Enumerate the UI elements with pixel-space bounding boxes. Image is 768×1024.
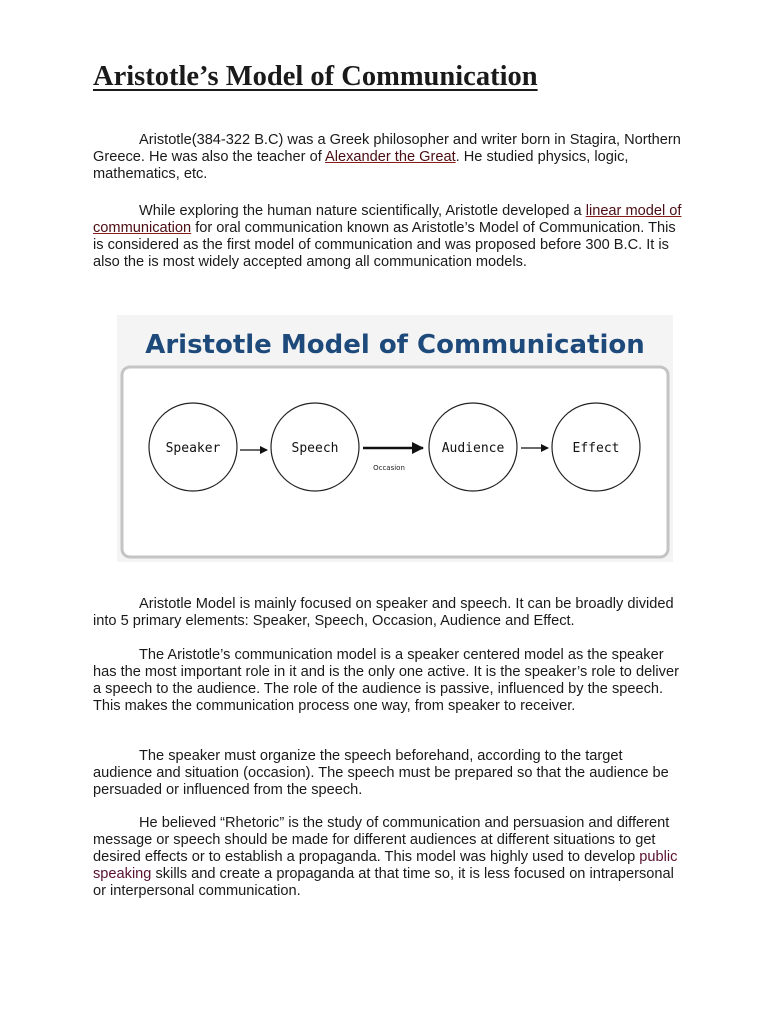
paragraph-linear-text-1: While exploring the human nature scientifically, Aristotle developed a bbox=[139, 203, 586, 219]
paragraph-intro-text-1: Aristotle(384-322 B.C) was a Greek philosopher and writer born in Stagira, Northern Greece. He was also the teacher of bbox=[93, 132, 681, 165]
paragraph-speaker-centered-text: The Aristotle’s communication model is a speaker centered model as the speaker has the most important role in it and is the only one active. It is the speaker’s role to deliver a speech to the audience. The role of the audience is passive, influenced by the speech. This makes the communication process one way, from speaker to receiver. bbox=[93, 647, 679, 714]
occasion-label: Occasion bbox=[373, 464, 405, 472]
paragraph-elements-text: Aristotle Model is mainly focused on speaker and speech. It can be broadly divided into 5 primary elements: Speaker, Speech, Occasion, Audience and Effect. bbox=[93, 596, 674, 629]
paragraph-rhetoric bbox=[93, 815, 683, 900]
node-audience-label: Audience bbox=[441, 441, 505, 456]
link-linear-model-of-communication[interactable]: linear model of communication bbox=[93, 203, 682, 236]
paragraph-linear-model bbox=[93, 203, 683, 271]
paragraph-speaker-centered bbox=[93, 647, 683, 715]
link-alexander-the-great[interactable]: Alexander the Great bbox=[325, 149, 456, 165]
model-diagram bbox=[117, 315, 673, 562]
paragraph-rhetoric-text-1: He believed “Rhetoric” is the study of communication and persuasion and different message or speech should be made for different audiences at different situations to get desired effects or to establish a propaganda. This model was highly used to develop bbox=[93, 815, 670, 865]
paragraph-intro-text-2: . He studied physics, logic, mathematics, etc. bbox=[93, 149, 629, 182]
paragraph-rhetoric-text-2: skills and create a propaganda at that time so, it is less focused on intrapersonal or interpersonal communication. bbox=[93, 866, 674, 899]
paragraph-elements bbox=[93, 596, 683, 630]
document-title: Aristotle’s Model of Communication bbox=[93, 61, 538, 92]
model-diagram-svg bbox=[117, 315, 673, 562]
paragraph-intro bbox=[93, 132, 683, 183]
node-speaker-label: Speaker bbox=[165, 441, 221, 456]
diagram-title: Aristotle Model of Communication bbox=[145, 330, 645, 360]
node-effect-label: Effect bbox=[572, 441, 620, 456]
paragraph-linear-text-2: for oral communication known as Aristotle’s Model of Communication. This is considered as the first model of communication and was proposed before 300 B.C. It is also the is most widely accepted among all communication models. bbox=[93, 220, 676, 270]
node-speech-label: Speech bbox=[291, 441, 339, 456]
paragraph-organize-speech-text: The speaker must organize the speech beforehand, according to the target audience and situation (occasion). The speech must be prepared so that the audience be persuaded or influenced from the speech. bbox=[93, 748, 669, 798]
link-public-speaking[interactable]: public speaking bbox=[93, 849, 678, 882]
paragraph-organize-speech bbox=[93, 748, 683, 799]
